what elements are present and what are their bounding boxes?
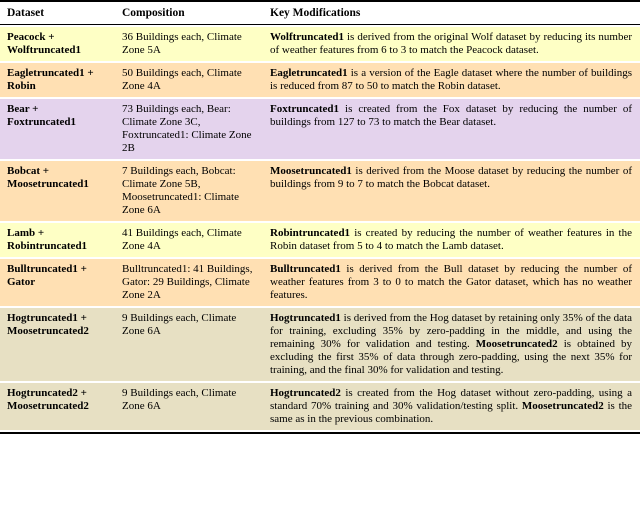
dataset-cell: Hogtruncated1 + Moosetruncated2: [7, 312, 89, 337]
header-key-modifications: Key Modifications: [270, 7, 361, 19]
modifications-cell: Robintruncated1 is created by reducing the number of weather features in the Robin dataset from 5 to 4 to match the Lamb dataset.: [270, 227, 632, 252]
dataset-cell: Bulltruncated1 + Gator: [7, 263, 87, 288]
dataset-cell: Peacock + Wolftruncated1: [7, 31, 81, 56]
composition-cell: 50 Buildings each, Climate Zone 4A: [122, 67, 242, 92]
modifications-cell: Wolftruncated1 is derived from the original Wolf dataset by reducing its number of weather features from 6 to 3 to match the Peacock dataset.: [270, 31, 632, 56]
modifications-cell: Eagletruncated1 is a version of the Eagle dataset where the number of buildings is reduced from 87 to 50 to match the Robin dataset.: [270, 67, 632, 92]
table-row: [0, 63, 640, 97]
composition-cell: 73 Buildings each, Bear: Climate Zone 3C, Foxtruncated1: Climate Zone 2B: [122, 103, 252, 154]
composition-cell: 7 Buildings each, Bobcat: Climate Zone 5B, Moosetruncated1: Climate Zone 6A: [122, 165, 239, 216]
dataset-cell: Bobcat + Moosetruncated1: [7, 165, 89, 190]
table-row: [0, 161, 640, 221]
table-row: [0, 308, 640, 381]
dataset-cell: Bear + Foxtruncated1: [7, 103, 77, 128]
composition-cell: Bulltruncated1: 41 Buildings, Gator: 29 Buildings, Climate Zone 2A: [122, 263, 253, 301]
modifications-cell: Hogtruncated1 is derived from the Hog dataset by retaining only 35% of the data for training, excluding 35% by zero-padding in the middle, and using the remaining 30% for validation and testing. Moosetruncated2 is obtained by excluding the first 35% of data through zero-padding, using the next 35% for training, and the final 30% for validation and testing.: [270, 312, 633, 376]
table-row: [0, 383, 640, 430]
composition-cell: 36 Buildings each, Climate Zone 5A: [122, 31, 242, 56]
table-row: [0, 259, 640, 306]
dataset-cell: Eagletruncated1 + Robin: [7, 67, 94, 92]
table-body: [0, 27, 640, 430]
dataset-cell: Hogtruncated2 + Moosetruncated2: [7, 387, 89, 412]
modifications-cell: Moosetruncated1 is derived from the Moose dataset by reducing the number of buildings from 9 to 7 to match the Bobcat dataset.: [270, 165, 632, 190]
table-row: [0, 99, 640, 159]
modifications-cell: Foxtruncated1 is created from the Fox dataset by reducing the number of buildings from 127 to 73 to match the Bear dataset.: [270, 103, 632, 128]
modifications-cell: Hogtruncated2 is created from the Hog dataset without zero-padding, using a standard 70% training and 30% validation/testing split. Moosetruncated2 is the same as in the previous combination.: [270, 387, 633, 425]
table-row: [0, 223, 640, 257]
modifications-cell: Bulltruncated1 is derived from the Bull dataset by reducing the number of weather features from 3 to 0 to match the Gator dataset, which has no weather features.: [270, 263, 632, 301]
table-row: [0, 27, 640, 61]
dataset-cell: Lamb + Robintruncated1: [7, 227, 88, 252]
composition-cell: 41 Buildings each, Climate Zone 4A: [122, 227, 242, 252]
header-composition: Composition: [122, 7, 185, 19]
header-dataset: Dataset: [7, 7, 45, 19]
table-header-row: [0, 2, 640, 25]
composition-cell: 9 Buildings each, Climate Zone 6A: [122, 387, 237, 412]
composition-cell: 9 Buildings each, Climate Zone 6A: [122, 312, 237, 337]
